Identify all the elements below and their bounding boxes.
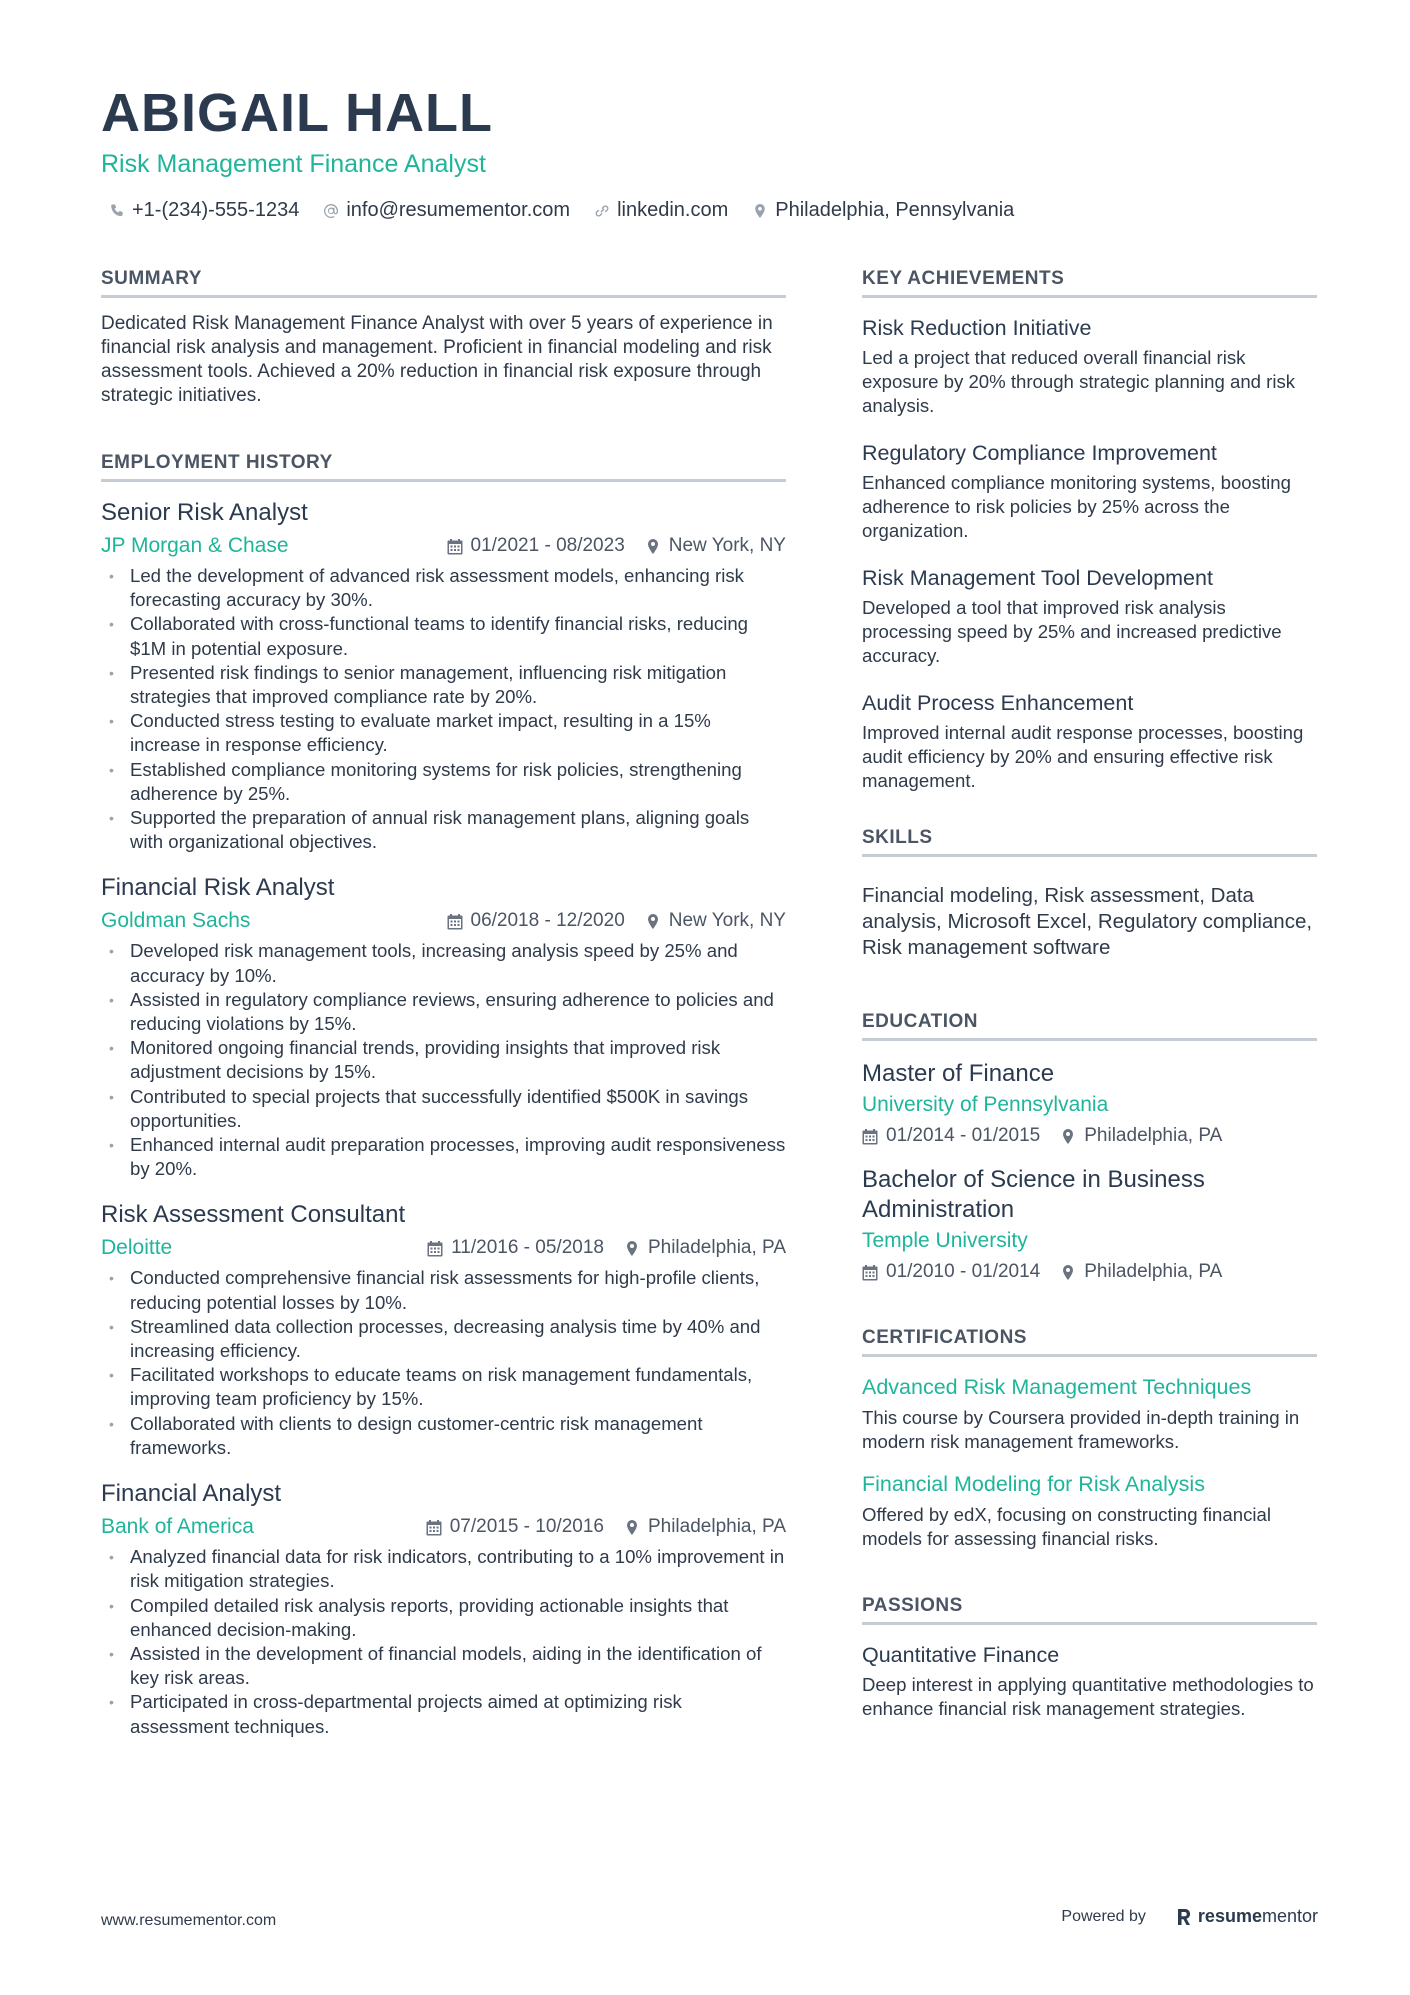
contact-bar [109,199,1014,222]
date-text: 11/2016 - 05/2018 [451,1237,604,1259]
certification-title: Advanced Risk Management Techniques [862,1375,1252,1399]
company-name: Goldman Sachs [101,909,251,933]
achievement-desc: Developed a tool that improved risk analysis processing speed by 25% and increased predictive accuracy. [862,597,1282,666]
employment-heading: EMPLOYMENT HISTORY [101,452,786,482]
job-meta-row [101,1515,786,1539]
location [1060,1125,1222,1147]
map-pin-icon [1060,1264,1076,1281]
brand-logo[interactable] [1176,1906,1318,1927]
date-range [426,1516,604,1538]
date-location [447,535,786,557]
bullet-item: • Compiled detailed risk analysis reports, providing actionable insights that enhanced decision-making. [101,1594,786,1642]
brand-mark-icon [1176,1907,1192,1927]
location [1060,1261,1222,1283]
job-title: Senior Risk Analyst [101,499,308,526]
date-text: 01/2021 - 08/2023 [470,535,625,556]
achievement-list [862,316,1317,793]
job-entry [101,1200,786,1460]
job-meta-row [101,534,786,558]
map-pin-icon [645,913,661,930]
school: Temple University [862,1229,1028,1252]
location [645,535,786,557]
job-bullets [101,939,786,1181]
school: University of Pennsylvania [862,1093,1109,1116]
job-title: Financial Risk Analyst [101,874,335,902]
bullet-item: • Enhanced internal audit preparation processes, improving audit responsiveness by 20%. [101,1133,786,1181]
achievement-item [862,316,1317,418]
footer-powered [1061,1906,1318,1927]
location-text: Philadelphia, PA [647,1237,786,1259]
company-name: Deloitte [101,1236,173,1260]
date-text: 07/2015 - 10/2016 [449,1516,604,1538]
job-entry [101,873,786,1181]
achievement-item [862,566,1317,668]
location [645,910,786,932]
contact-linkedin[interactable] [594,199,728,222]
bullet-item: • Conducted stress testing to evaluate market impact, resulting in a 15% increase in response efficiency. [101,709,786,757]
phone-text: +1-(234)-555-1234 [132,199,300,221]
map-pin-icon [624,1519,640,1536]
achievement-item [862,441,1317,543]
date-range [427,1237,604,1259]
job-meta-row [101,1236,786,1260]
skills-heading: SKILLS [862,827,1317,857]
calendar-icon [447,538,463,555]
certification-list [862,1375,1317,1551]
job-list [101,498,786,1739]
bullet-item: • Supported the preparation of annual risk management plans, aligning goals with organizational objectives. [101,806,786,854]
job-meta-row [101,909,786,933]
bullet-item: • Collaborated with cross-functional teams to identify financial risks, reducing $1M in potential exposure. [101,612,786,660]
certification-title: Financial Modeling for Risk Analysis [862,1472,1205,1496]
calendar-icon [862,1128,878,1145]
bullet-item: • Assisted in the development of financial models, aiding in the identification of key risk areas. [101,1642,786,1690]
achievement-title: Regulatory Compliance Improvement [862,441,1217,465]
location [624,1237,786,1259]
achievement-desc: Improved internal audit response processes, boosting audit efficiency by 20% and ensuring effective risk management. [862,722,1304,791]
bullet-item: • Facilitated workshops to educate teams on risk management fundamentals, improving team proficiency by 15%. [101,1363,786,1411]
date-location [447,910,786,932]
date-text: 01/2010 - 01/2014 [886,1261,1041,1282]
footer-url[interactable]: www.resumementor.com [101,1912,277,1929]
bullet-item: • Conducted comprehensive financial risk assessments for high-profile clients, reducing potential losses by 10%. [101,1266,786,1314]
brand-bold: resume [1197,1906,1262,1926]
date-text: 06/2018 - 12/2020 [470,910,625,932]
achievement-desc: Enhanced compliance monitoring systems, boosting adherence to risk policies by 25% across the organization. [862,472,1291,541]
achievement-title: Risk Management Tool Development [862,566,1213,590]
achievement-desc: Led a project that reduced overall financial risk exposure by 20% through strategic planning and risk analysis. [862,347,1296,416]
powered-by-label: Powered by [1061,1907,1146,1925]
job-bullets [101,1545,786,1739]
bullet-item: • Participated in cross-departmental projects aimed at optimizing risk assessment techniques. [101,1690,786,1738]
date-range [447,910,625,932]
contact-phone[interactable] [109,199,299,222]
certification-item [862,1375,1317,1454]
linkedin-text: linkedin.com [617,199,729,221]
passion-desc: Deep interest in applying quantitative methodologies to enhance financial risk management strategies. [862,1674,1314,1719]
contact-email[interactable] [323,199,570,222]
location-text: New York, NY [668,910,786,932]
bullet-item: • Assisted in regulatory compliance reviews, ensuring adherence to policies and reducing violations by 15%. [101,988,786,1036]
calendar-icon [862,1264,878,1281]
achievement-item [862,691,1317,793]
right-column [862,268,1317,1744]
achievement-title: Risk Reduction Initiative [862,316,1092,340]
date-location [426,1516,786,1538]
brand-light: mentor [1261,1906,1318,1926]
calendar-icon [426,1519,442,1536]
location [624,1516,786,1538]
bullet-item: • Contributed to special projects that successfully identified $500K in savings opportunities. [101,1085,786,1133]
degree: Master of Finance [862,1060,1055,1087]
bullet-item: • Led the development of advanced risk assessment models, enhancing risk forecasting accuracy by 30%. [101,564,786,612]
certification-desc: This course by Coursera provided in-depth training in modern risk management frameworks. [862,1407,1300,1452]
candidate-name: ABIGAIL HALL [101,83,493,143]
job-entry [101,498,786,854]
bullet-item: • Collaborated with clients to design customer-centric risk management frameworks. [101,1412,786,1460]
education-item [862,1165,1317,1283]
email-text: info@resumementor.com [346,199,571,221]
location-text: Philadelphia, PA [647,1516,786,1538]
map-pin-icon [1060,1128,1076,1145]
candidate-title: Risk Management Finance Analyst [101,150,486,178]
certifications-heading: CERTIFICATIONS [862,1327,1317,1357]
job-title: Financial Analyst [101,1480,282,1508]
date-text: 01/2014 - 01/2015 [886,1125,1041,1146]
education-item [862,1059,1317,1147]
bullet-item: • Streamlined data collection processes, decreasing analysis time by 40% and increasing efficiency. [101,1315,786,1363]
summary-text: Dedicated Risk Management Finance Analyst with over 5 years of experience in financial risk analysis and management. Proficient in financial modeling and risk assessment tools. Achieved a 20% reduction in financial risk exposure through strategic initiatives. [101,313,773,406]
education-list [862,1059,1317,1283]
contact-location [752,199,1014,222]
achievements-heading: KEY ACHIEVEMENTS [862,268,1317,298]
bullet-item: • Analyzed financial data for risk indicators, contributing to a 10% improvement in risk mitigation strategies. [101,1545,786,1593]
bullet-item: • Developed risk management tools, increasing analysis speed by 25% and accuracy by 10%. [101,939,786,987]
bullet-item: • Presented risk findings to senior management, influencing risk mitigation strategies that improved compliance rate by 20%. [101,661,786,709]
passion-item [862,1643,1317,1721]
job-bullets [101,1266,786,1460]
left-column [101,268,786,1758]
map-pin-icon [624,1240,640,1257]
location-text: Philadelphia, PA [1084,1261,1223,1282]
certification-item [862,1472,1317,1551]
map-pin-icon [752,203,768,219]
passion-title: Quantitative Finance [862,1643,1060,1667]
job-title: Risk Assessment Consultant [101,1201,406,1229]
phone-icon [109,203,125,219]
degree: Bachelor of Science in Business Administration [862,1166,1205,1223]
company-name: Bank of America [101,1515,254,1539]
location-text: New York, NY [668,535,786,556]
certification-desc: Offered by edX, focusing on constructing financial models for assessing financial risks. [862,1504,1271,1549]
date-location [427,1237,786,1259]
location-text: Philadelphia, Pennsylvania [775,199,1015,221]
company-name: JP Morgan & Chase [101,534,289,557]
bullet-item: • Established compliance monitoring systems for risk policies, strengthening adherence by 25%. [101,758,786,806]
link-icon [594,203,610,219]
at-sign-icon [323,203,339,219]
skills-text: Financial modeling, Risk assessment, Data analysis, Microsoft Excel, Regulatory compliance, Risk management software [862,884,1313,959]
map-pin-icon [645,538,661,555]
location-text: Philadelphia, PA [1084,1125,1223,1146]
date-location [862,1125,1317,1147]
education-heading: EDUCATION [862,1011,1317,1041]
date-range [447,535,625,557]
job-entry [101,1479,786,1739]
calendar-icon [427,1240,443,1257]
achievement-title: Audit Process Enhancement [862,691,1134,715]
bullet-item: • Monitored ongoing financial trends, providing insights that improved risk adjustment decisions by 15%. [101,1036,786,1084]
date-range [862,1261,1040,1283]
calendar-icon [447,913,463,930]
passion-list [862,1643,1317,1721]
passions-heading: PASSIONS [862,1595,1317,1625]
summary-heading: SUMMARY [101,268,786,298]
job-bullets [101,564,786,854]
date-location [862,1261,1317,1283]
date-range [862,1125,1040,1147]
